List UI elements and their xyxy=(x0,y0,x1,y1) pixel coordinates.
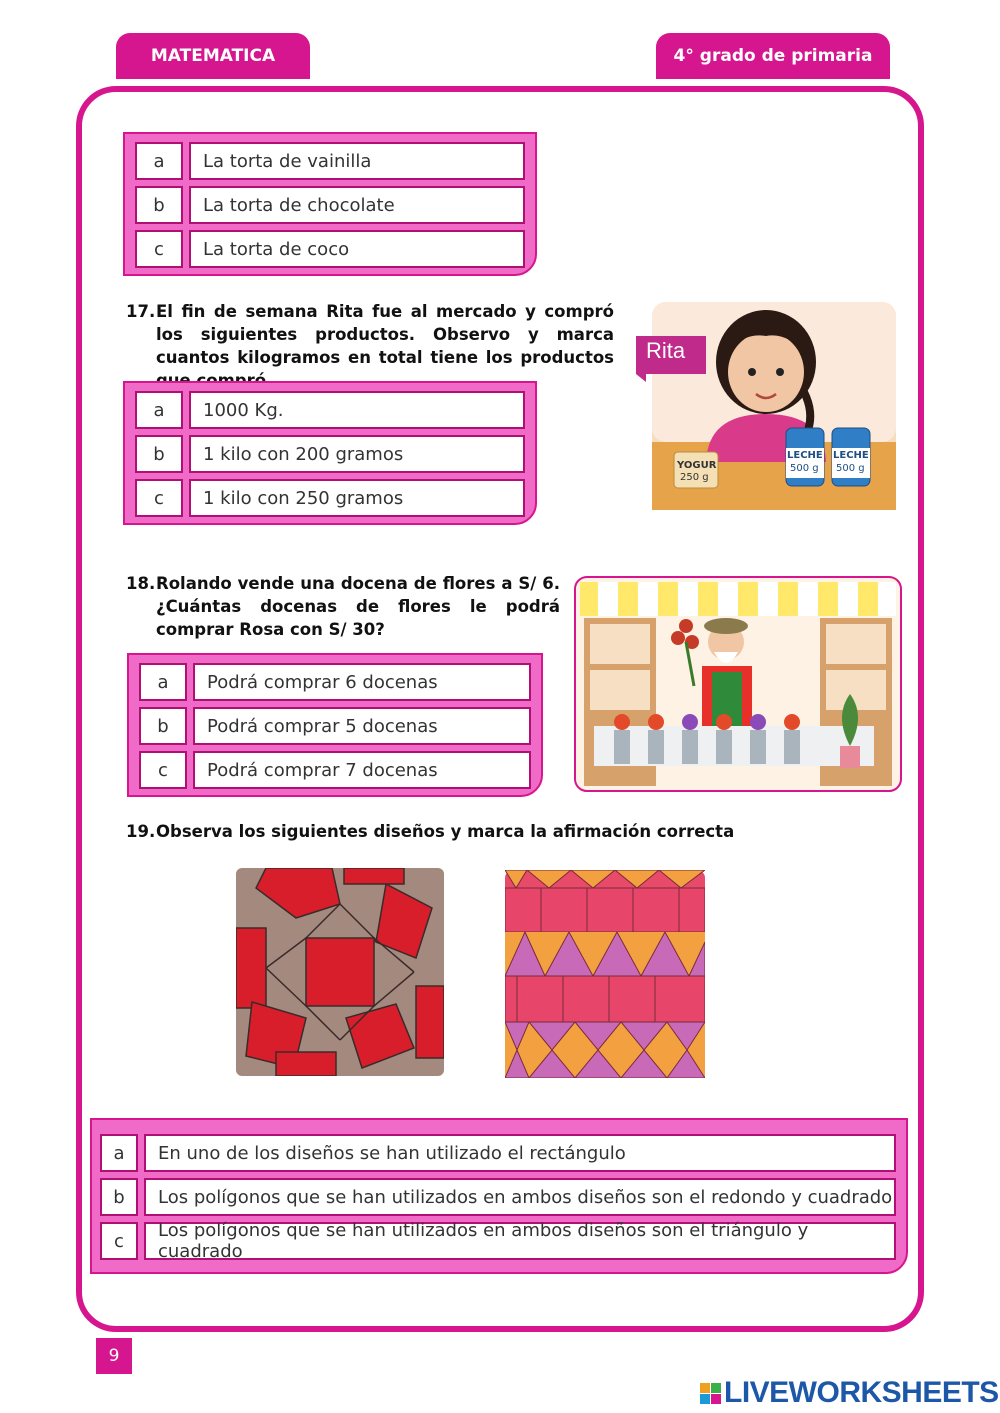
design-pattern-2 xyxy=(505,870,705,1078)
flower-shop-illustration xyxy=(574,576,902,792)
yogurt-weight: 250 g xyxy=(680,472,709,483)
brand-text: LIVEWORKSHEETS xyxy=(724,1376,999,1409)
q17-options xyxy=(123,381,537,525)
option-text[interactable]: 1000 Kg. xyxy=(189,391,525,429)
grade-label: 4° grado de primaria xyxy=(673,46,873,66)
option-text[interactable]: Los polígonos que se han utilizados en ambos diseños son el triángulo y cuadrado xyxy=(144,1222,896,1260)
milk-weight: 500 g xyxy=(836,463,865,474)
option-text[interactable]: Podrá comprar 6 docenas xyxy=(193,663,531,701)
q18-options xyxy=(127,653,543,797)
option-letter[interactable]: b xyxy=(135,435,183,473)
milk-weight: 500 g xyxy=(790,463,819,474)
option-letter[interactable]: a xyxy=(135,142,183,180)
q18-question xyxy=(126,572,560,641)
option-text[interactable]: En uno de los diseños se han utilizado el rectángulo xyxy=(144,1134,896,1172)
q19-option-b[interactable] xyxy=(100,1178,896,1216)
option-text[interactable]: La torta de coco xyxy=(189,230,525,268)
rita-illustration xyxy=(636,302,896,510)
subject-label: MATEMATICA xyxy=(150,46,276,66)
option-letter[interactable]: c xyxy=(135,230,183,268)
option-letter[interactable]: b xyxy=(139,707,187,745)
yogurt-label: YOGUR xyxy=(677,460,717,471)
q17-option-c[interactable] xyxy=(135,479,525,517)
q19-options xyxy=(90,1118,908,1274)
option-letter[interactable]: c xyxy=(139,751,187,789)
q18-text: Rolando vende una docena de flores a S/ 6. ¿Cuántas docenas de flores le podrá comprar Rosa con S/ 30? xyxy=(156,574,560,639)
option-text[interactable]: Los polígonos que se han utilizados en ambos diseños son el redondo y cuadrado xyxy=(144,1178,896,1216)
q17-question xyxy=(126,300,614,392)
q18-option-c[interactable] xyxy=(139,751,531,789)
design-pattern-1 xyxy=(236,868,444,1076)
q18-number: 18. xyxy=(126,574,156,593)
q19-question xyxy=(126,820,766,843)
q17-text: El fin de semana Rita fue al mercado y compró los siguientes productos. Observo y marca cuantos kilogramos en total tiene los productos xyxy=(156,302,614,367)
option-text[interactable]: 1 kilo con 200 gramos xyxy=(189,435,525,473)
option-letter[interactable]: a xyxy=(100,1134,138,1172)
liveworksheets-icon xyxy=(700,1383,721,1404)
q17-option-a[interactable] xyxy=(135,391,525,429)
option-letter[interactable]: c xyxy=(135,479,183,517)
milk-label: LECHE xyxy=(787,450,823,461)
milk-label: LECHE xyxy=(833,450,869,461)
grade-tab xyxy=(656,33,890,79)
subject-tab xyxy=(116,33,310,79)
q19-text: Observa los siguientes diseños y marca la afirmación correcta xyxy=(156,822,735,841)
option-letter[interactable]: b xyxy=(135,186,183,224)
q17-option-b[interactable] xyxy=(135,435,525,473)
q19-option-c[interactable] xyxy=(100,1222,896,1260)
option-text[interactable]: La torta de chocolate xyxy=(189,186,525,224)
liveworksheets-logo[interactable] xyxy=(700,1376,999,1410)
q19-option-a[interactable] xyxy=(100,1134,896,1172)
option-letter[interactable]: a xyxy=(135,391,183,429)
option-text[interactable]: La torta de vainilla xyxy=(189,142,525,180)
option-text[interactable]: Podrá comprar 5 docenas xyxy=(193,707,531,745)
q17-number: 17. xyxy=(126,302,156,321)
q16-option-c[interactable] xyxy=(135,230,525,268)
option-letter[interactable]: c xyxy=(100,1222,138,1260)
q16-option-b[interactable] xyxy=(135,186,525,224)
page-number: 9 xyxy=(96,1338,132,1374)
option-letter[interactable]: b xyxy=(100,1178,138,1216)
option-text[interactable]: Podrá comprar 7 docenas xyxy=(193,751,531,789)
rita-name-tag: Rita xyxy=(646,338,686,363)
q16-options xyxy=(123,132,537,276)
option-letter[interactable]: a xyxy=(139,663,187,701)
q18-option-b[interactable] xyxy=(139,707,531,745)
q18-option-a[interactable] xyxy=(139,663,531,701)
q19-number: 19. xyxy=(126,822,156,841)
option-text[interactable]: 1 kilo con 250 gramos xyxy=(189,479,525,517)
q16-option-a[interactable] xyxy=(135,142,525,180)
